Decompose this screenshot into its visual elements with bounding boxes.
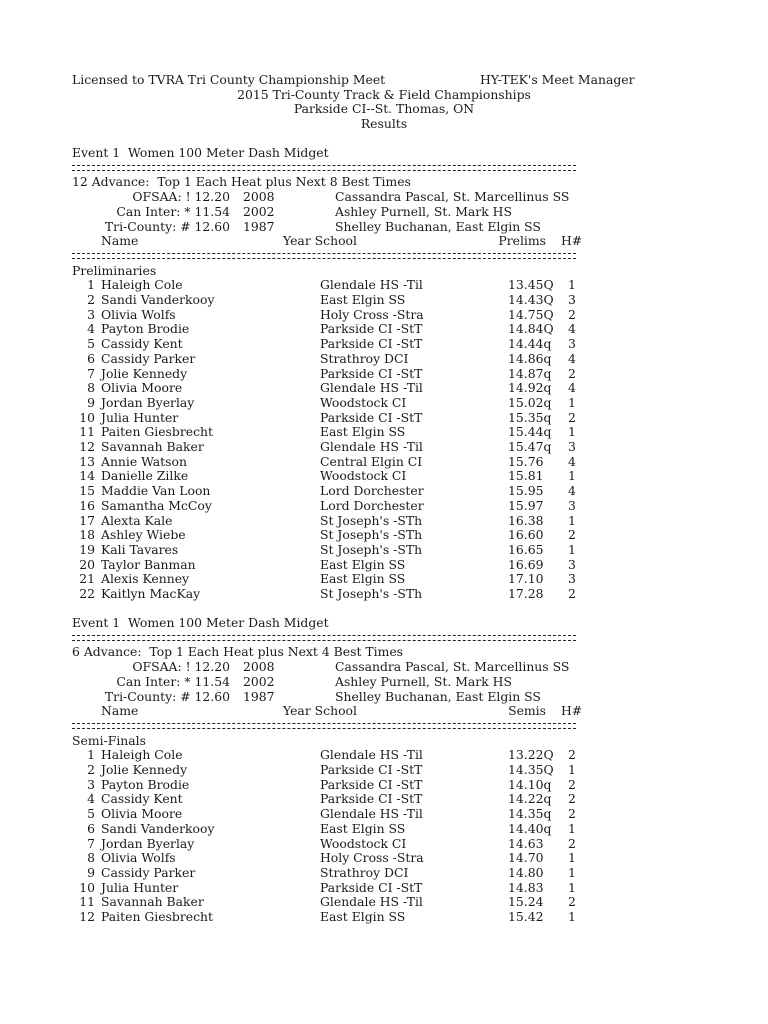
meet-venue: Parkside CI--St. Thomas, ON — [293, 101, 475, 116]
athlete-name: Olivia Wolfs — [101, 850, 176, 866]
result-row — [0, 514, 768, 529]
athlete-school: East Elgin SS — [320, 820, 406, 836]
athlete-school: East Elgin SS — [320, 909, 406, 924]
record-year: 1987 — [243, 218, 275, 234]
result-time: 14.70 — [508, 850, 544, 866]
athlete-school: Woodstock CI — [320, 835, 407, 851]
athlete-name: Annie Watson — [101, 453, 187, 469]
record-holder: Ashley Purnell, St. Mark HS — [335, 203, 512, 219]
athlete-school: East Elgin SS — [320, 424, 406, 440]
athlete-name: Jolie Kennedy — [101, 365, 188, 381]
athlete-name: Cassidy Kent — [101, 336, 183, 352]
result-time: 15.76 — [508, 453, 544, 469]
record-line — [0, 190, 768, 205]
result-time: 15.24 — [508, 894, 544, 910]
result-row — [0, 528, 768, 543]
result-place: 16 — [79, 497, 95, 513]
heat-number: 3 — [568, 556, 576, 572]
athlete-school: Parkside CI -StT — [320, 336, 423, 352]
result-time: 15.02q — [508, 394, 552, 410]
result-place: 2 — [87, 762, 95, 777]
heat-number: 2 — [568, 894, 576, 910]
athlete-name: Sandi Vanderkooy — [101, 292, 215, 307]
result-place: 15 — [79, 483, 95, 499]
athlete-name: Cassidy Parker — [101, 864, 196, 880]
athlete-school: East Elgin SS — [320, 292, 406, 307]
result-time: 15.95 — [508, 483, 544, 499]
result-row — [0, 293, 768, 308]
result-place: 10 — [79, 879, 95, 895]
athlete-name: Danielle Zilke — [101, 468, 189, 484]
result-row — [0, 866, 768, 881]
heat-number: 4 — [568, 380, 576, 396]
record-label: Can Inter: * 11.54 — [116, 673, 230, 689]
result-place: 6 — [87, 820, 95, 836]
record-label: Tri-County: # 12.60 — [104, 218, 230, 234]
record-holder: Ashley Purnell, St. Mark HS — [335, 673, 512, 689]
heat-number: 4 — [568, 453, 576, 469]
result-row — [0, 308, 768, 323]
result-place: 5 — [87, 806, 95, 822]
result-place: 2 — [87, 292, 95, 307]
athlete-name: Ashley Wiebe — [101, 527, 186, 543]
result-place: 9 — [87, 864, 95, 880]
athlete-school: Strathroy DCI — [320, 350, 409, 366]
result-time: 14.84Q — [508, 321, 554, 337]
record-line — [0, 690, 768, 705]
result-time: 14.10q — [508, 776, 552, 792]
athlete-school: Woodstock CI — [320, 394, 407, 410]
athlete-school: Glendale HS -Til — [320, 894, 423, 910]
result-time: 15.47q — [508, 439, 552, 454]
result-row — [0, 499, 768, 514]
record-year: 2008 — [243, 189, 275, 205]
result-place: 4 — [87, 791, 95, 807]
result-time: 15.44q — [508, 424, 552, 440]
heat-number: 2 — [568, 306, 576, 322]
heat-number: 1 — [568, 864, 576, 880]
result-row — [0, 558, 768, 573]
col-name: Name — [101, 233, 139, 249]
result-time: 17.10 — [508, 571, 544, 587]
heat-number: 2 — [568, 835, 576, 851]
athlete-school: Parkside CI -StT — [320, 791, 423, 807]
result-row — [0, 352, 768, 367]
athlete-school: Glendale HS -Til — [320, 380, 423, 396]
athlete-name: Savannah Baker — [101, 894, 204, 910]
result-row — [0, 807, 768, 822]
result-time: 13.45Q — [508, 277, 554, 293]
record-holder: Shelley Buchanan, East Elgin SS — [335, 218, 541, 234]
result-place: 17 — [79, 512, 95, 528]
result-time: 14.86q — [508, 350, 552, 366]
result-place: 7 — [87, 835, 95, 851]
result-time: 14.22q — [508, 791, 552, 807]
heat-number: 1 — [568, 277, 576, 293]
result-row — [0, 763, 768, 778]
result-place: 1 — [87, 277, 95, 293]
result-place: 22 — [79, 586, 95, 601]
result-time: 16.65 — [508, 541, 544, 557]
record-label: OFSAA: ! 12.20 — [132, 189, 230, 205]
athlete-name: Payton Brodie — [101, 321, 190, 337]
athlete-school: St Joseph's -STh — [320, 586, 423, 601]
result-place: 8 — [87, 850, 95, 866]
athlete-school: Parkside CI -StT — [320, 762, 423, 777]
heat-number: 1 — [568, 762, 576, 777]
round-label: Semi-Finals — [72, 732, 146, 748]
heat-number: 1 — [568, 850, 576, 866]
record-label: Can Inter: * 11.54 — [116, 203, 230, 219]
result-time: 15.97 — [508, 497, 544, 513]
heat-number: 1 — [568, 468, 576, 484]
athlete-school: East Elgin SS — [320, 556, 406, 572]
col-year-school: Year School — [283, 233, 357, 249]
result-place: 8 — [87, 380, 95, 396]
result-place: 21 — [79, 571, 95, 587]
result-place: 3 — [87, 306, 95, 322]
result-row — [0, 484, 768, 499]
athlete-school: Lord Dorchester — [320, 483, 424, 499]
athlete-name: Cassidy Parker — [101, 350, 196, 366]
athlete-school: Parkside CI -StT — [320, 776, 423, 792]
double-rule — [72, 635, 576, 641]
result-place: 7 — [87, 365, 95, 381]
result-row — [0, 792, 768, 807]
result-row — [0, 322, 768, 337]
result-time: 16.38 — [508, 512, 544, 528]
heat-number: 3 — [568, 497, 576, 513]
athlete-school: Woodstock CI — [320, 468, 407, 484]
record-holder: Cassandra Pascal, St. Marcellinus SS — [335, 659, 570, 675]
result-row — [0, 587, 768, 602]
heat-number: 2 — [568, 776, 576, 792]
result-row — [0, 469, 768, 484]
record-line — [0, 220, 768, 235]
result-time: 15.35q — [508, 409, 552, 425]
result-time: 14.35q — [508, 806, 552, 822]
heat-number: 2 — [568, 527, 576, 543]
result-time: 15.42 — [508, 909, 544, 924]
athlete-name: Kaitlyn MacKay — [101, 586, 201, 601]
result-time: 14.40q — [508, 820, 552, 836]
col-heat: H# — [561, 233, 583, 249]
result-row — [0, 455, 768, 470]
result-place: 19 — [79, 541, 95, 557]
double-rule — [72, 723, 576, 729]
record-year: 1987 — [243, 688, 275, 704]
result-time: 14.43Q — [508, 292, 554, 307]
result-place: 11 — [79, 894, 95, 910]
record-line — [0, 205, 768, 220]
heat-number: 3 — [568, 439, 576, 454]
result-time: 13.22Q — [508, 747, 554, 763]
result-row — [0, 337, 768, 352]
heat-number: 1 — [568, 512, 576, 528]
result-row — [0, 837, 768, 852]
software-name: HY-TEK's Meet Manager — [480, 72, 635, 87]
result-time: 17.28 — [508, 586, 544, 601]
athlete-name: Jolie Kennedy — [101, 762, 188, 777]
athlete-school: Glendale HS -Til — [320, 277, 423, 293]
result-place: 6 — [87, 350, 95, 366]
round-label: Preliminaries — [72, 262, 157, 278]
athlete-school: St Joseph's -STh — [320, 541, 423, 557]
result-time: 14.92q — [508, 380, 552, 396]
athlete-school: St Joseph's -STh — [320, 527, 423, 543]
heat-number: 2 — [568, 747, 576, 763]
athlete-name: Olivia Moore — [101, 380, 183, 396]
col-time: Semis — [508, 703, 546, 719]
col-name: Name — [101, 703, 139, 719]
advance-rule: 6 Advance: Top 1 Each Heat plus Next 4 Best Times — [72, 644, 404, 660]
result-place: 13 — [79, 453, 95, 469]
record-holder: Cassandra Pascal, St. Marcellinus SS — [335, 189, 570, 205]
heat-number: 2 — [568, 586, 576, 601]
athlete-name: Jordan Byerlay — [101, 835, 195, 851]
result-row — [0, 440, 768, 455]
result-row — [0, 381, 768, 396]
athlete-school: St Joseph's -STh — [320, 512, 423, 528]
result-time: 14.75Q — [508, 306, 554, 322]
athlete-name: Taylor Banman — [101, 556, 196, 572]
heat-number: 4 — [568, 321, 576, 337]
heat-number: 2 — [568, 365, 576, 381]
athlete-school: Parkside CI -StT — [320, 879, 423, 895]
result-row — [0, 543, 768, 558]
result-place: 12 — [79, 439, 95, 454]
result-place: 14 — [79, 468, 95, 484]
athlete-school: Holy Cross -Stra — [320, 850, 424, 866]
heat-number: 4 — [568, 483, 576, 499]
record-year: 2002 — [243, 673, 275, 689]
athlete-name: Alexta Kale — [101, 512, 173, 528]
column-header — [0, 234, 768, 249]
col-year-school: Year School — [283, 703, 357, 719]
results-label: Results — [360, 116, 408, 131]
result-place: 3 — [87, 776, 95, 792]
heat-number: 3 — [568, 336, 576, 352]
result-time: 14.80 — [508, 864, 544, 880]
event-title: Event 1 Women 100 Meter Dash Midget — [72, 615, 329, 630]
heat-number: 1 — [568, 541, 576, 557]
athlete-name: Haleigh Cole — [101, 277, 183, 293]
advance-rule: 12 Advance: Top 1 Each Heat plus Next 8 Best Times — [72, 174, 411, 190]
athlete-name: Maddie Van Loon — [101, 483, 211, 499]
col-heat: H# — [561, 703, 583, 719]
athlete-name: Olivia Moore — [101, 806, 183, 822]
result-row — [0, 748, 768, 763]
result-place: 10 — [79, 409, 95, 425]
heat-number: 1 — [568, 424, 576, 440]
result-row — [0, 425, 768, 440]
result-time: 14.35Q — [508, 762, 554, 777]
result-time: 16.60 — [508, 527, 544, 543]
result-time: 15.81 — [508, 468, 544, 484]
result-time: 14.44q — [508, 336, 552, 352]
athlete-name: Cassidy Kent — [101, 791, 183, 807]
result-place: 5 — [87, 336, 95, 352]
athlete-school: Holy Cross -Stra — [320, 306, 424, 322]
athlete-school: Strathroy DCI — [320, 864, 409, 880]
result-row — [0, 367, 768, 382]
col-time: Prelims — [498, 233, 546, 249]
heat-number: 1 — [568, 394, 576, 410]
double-rule — [72, 165, 576, 171]
athlete-name: Julia Hunter — [101, 409, 179, 425]
record-label: Tri-County: # 12.60 — [104, 688, 230, 704]
meet-title: 2015 Tri-County Track & Field Championships — [237, 87, 531, 102]
athlete-school: Parkside CI -StT — [320, 365, 423, 381]
heat-number: 1 — [568, 820, 576, 836]
athlete-name: Haleigh Cole — [101, 747, 183, 763]
athlete-school: Glendale HS -Til — [320, 747, 423, 763]
result-place: 4 — [87, 321, 95, 337]
heat-number: 1 — [568, 909, 576, 924]
result-place: 20 — [79, 556, 95, 572]
athlete-school: Glendale HS -Til — [320, 806, 423, 822]
column-header — [0, 704, 768, 719]
athlete-name: Kali Tavares — [101, 541, 179, 557]
result-row — [0, 822, 768, 837]
athlete-name: Payton Brodie — [101, 776, 190, 792]
athlete-name: Sandi Vanderkooy — [101, 820, 215, 836]
athlete-school: Parkside CI -StT — [320, 409, 423, 425]
record-line — [0, 675, 768, 690]
heat-number: 3 — [568, 571, 576, 587]
record-year: 2008 — [243, 659, 275, 675]
heat-number: 2 — [568, 409, 576, 425]
license-text: Licensed to TVRA Tri County Championship Meet — [72, 72, 386, 87]
result-row — [0, 278, 768, 293]
record-holder: Shelley Buchanan, East Elgin SS — [335, 688, 541, 704]
heat-number: 1 — [568, 879, 576, 895]
result-row — [0, 851, 768, 866]
athlete-name: Paiten Giesbrecht — [101, 909, 213, 924]
result-time: 14.87q — [508, 365, 552, 381]
result-row — [0, 881, 768, 896]
heat-number: 4 — [568, 350, 576, 366]
athlete-school: Lord Dorchester — [320, 497, 424, 513]
heat-number: 2 — [568, 806, 576, 822]
result-place: 1 — [87, 747, 95, 763]
result-row — [0, 572, 768, 587]
athlete-name: Alexis Kenney — [101, 571, 190, 587]
heat-number: 2 — [568, 791, 576, 807]
result-row — [0, 411, 768, 426]
heat-number: 3 — [568, 292, 576, 307]
header-line-1 — [0, 73, 768, 88]
athlete-name: Olivia Wolfs — [101, 306, 176, 322]
result-place: 18 — [79, 527, 95, 543]
result-row — [0, 910, 768, 925]
record-year: 2002 — [243, 203, 275, 219]
athlete-school: Central Elgin CI — [320, 453, 423, 469]
event-title: Event 1 Women 100 Meter Dash Midget — [72, 145, 329, 160]
record-label: OFSAA: ! 12.20 — [132, 659, 230, 675]
result-time: 14.63 — [508, 835, 544, 851]
result-time: 14.83 — [508, 879, 544, 895]
result-place: 12 — [79, 909, 95, 924]
result-row — [0, 778, 768, 793]
athlete-school: Parkside CI -StT — [320, 321, 423, 337]
result-row — [0, 895, 768, 910]
double-rule — [72, 253, 576, 259]
result-time: 16.69 — [508, 556, 544, 572]
result-place: 9 — [87, 394, 95, 410]
athlete-school: East Elgin SS — [320, 571, 406, 587]
athlete-name: Samantha McCoy — [101, 497, 212, 513]
athlete-name: Julia Hunter — [101, 879, 179, 895]
athlete-name: Savannah Baker — [101, 439, 204, 454]
result-row — [0, 396, 768, 411]
athlete-name: Jordan Byerlay — [101, 394, 195, 410]
record-line — [0, 660, 768, 675]
result-place: 11 — [79, 424, 95, 440]
athlete-name: Paiten Giesbrecht — [101, 424, 213, 440]
athlete-school: Glendale HS -Til — [320, 439, 423, 454]
